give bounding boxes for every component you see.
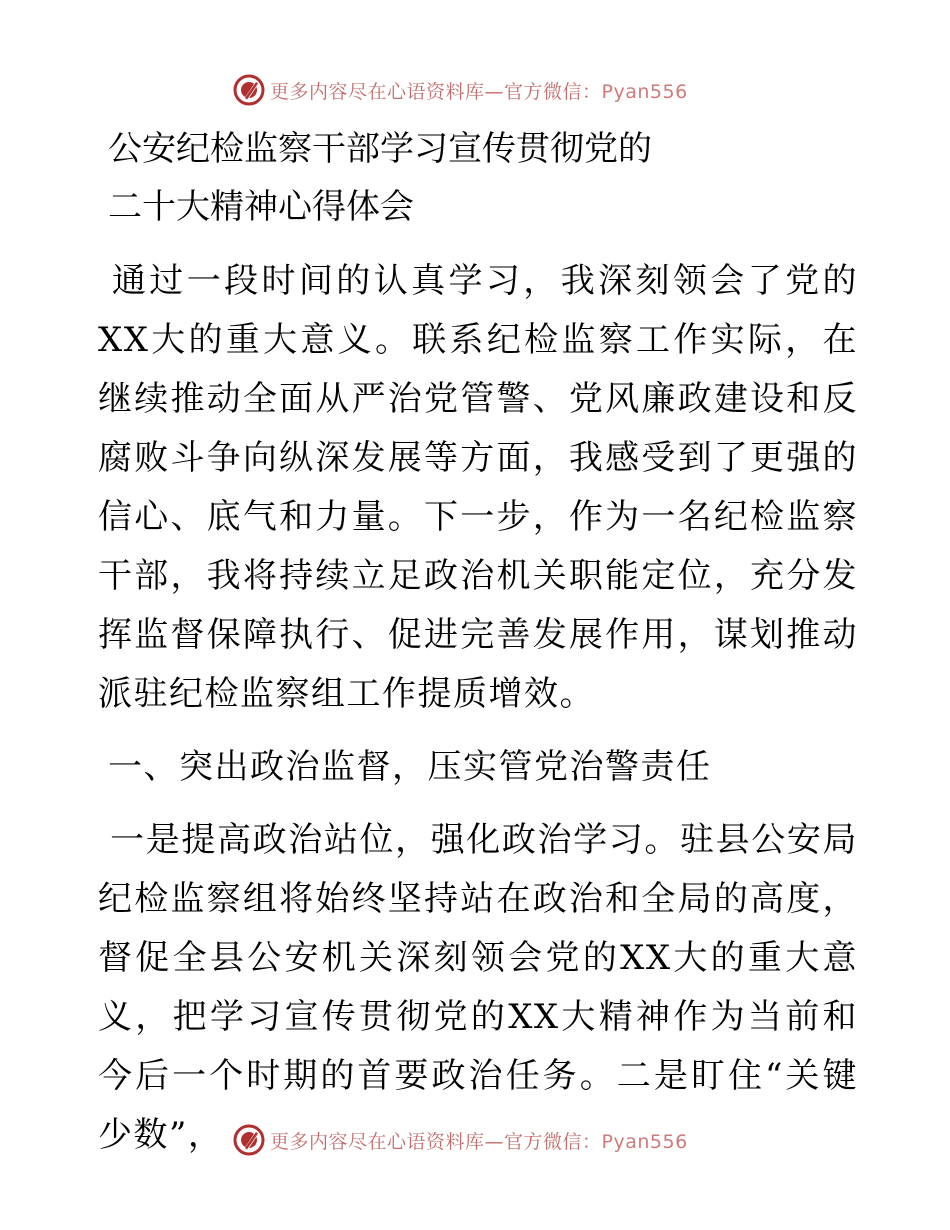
pen-logo-icon — [232, 73, 266, 107]
section-heading-1: 一、突出政治监督，压实管党治警责任 — [108, 747, 712, 787]
watermark-text: 更多内容尽在心语资料库—官方微信：Pyan556 — [270, 1130, 688, 1153]
paragraph-section-1: 一是提高政治站位，强化政治学习。驻县公安局纪检监察组将始终坚持站在政治和全局的高度，督促全县公安机关深刻领会党的XX大的重大意义，把学习宣传贯彻党的XX大精神作为当前和今后一个时期的首要政治任务。二是盯住“关键少数”， — [98, 820, 858, 1155]
footer-watermark — [232, 1122, 688, 1158]
header-watermark — [232, 72, 688, 108]
document-title-line-2: 二十大精神心得体会 — [108, 187, 414, 227]
pen-logo-icon — [232, 1123, 266, 1157]
watermark-text: 更多内容尽在心语资料库—官方微信：Pyan556 — [270, 80, 688, 103]
document-body — [98, 120, 858, 1165]
document-title-line-1: 公安纪检监察干部学习宣传贯彻党的 — [108, 129, 652, 169]
paragraph-intro: 通过一段时间的认真学习，我深刻领会了党的XX大的重大意义。联系纪检监察工作实际，在继续推动全面从严治党管警、党风廉政建设和反腐败斗争向纵深发展等方面，我感受到了更强的信心、底气和力量。下一步，作为一名纪检监察干部，我将持续立足政治机关职能定位，充分发挥监督保障执行、促进完善发展作用，谋划推动派驻纪检监察组工作提质增效。 — [98, 261, 858, 714]
